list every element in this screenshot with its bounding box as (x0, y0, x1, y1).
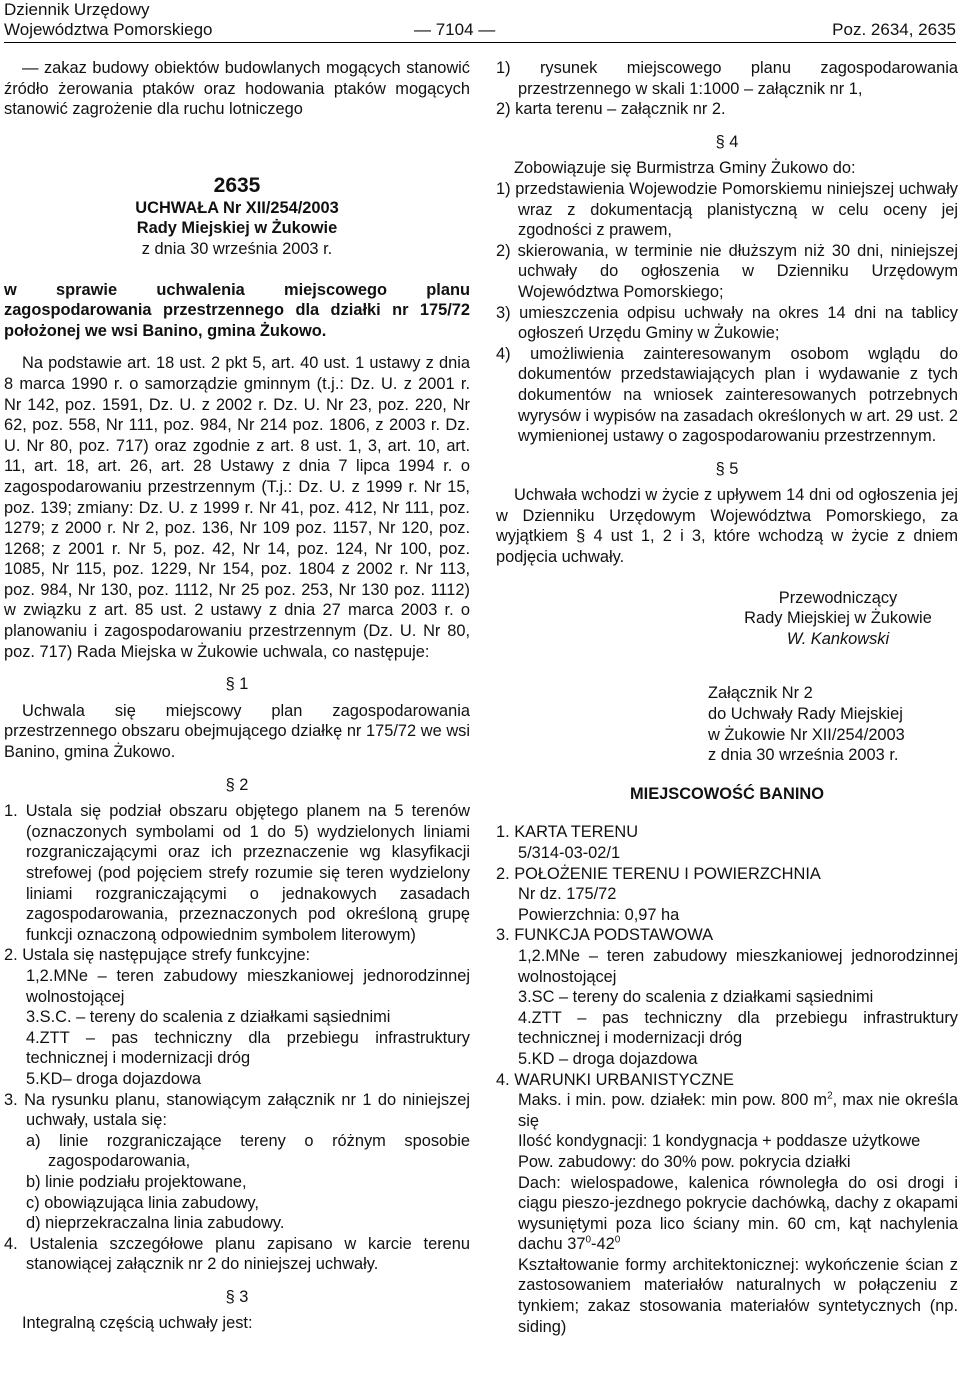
item-1-value: 5/314-03-02/1 (518, 844, 621, 862)
intro-paragraph: — zakaz budowy obiektów budowlanych mogących stanowić źródło żerowania ptaków oraz hodowania ptaków mogących stanowić zagrożenie dla ruchu lotniczego (4, 59, 470, 119)
section-3-heading: § 3 (225, 1287, 249, 1306)
item-2-area: Powierzchnia: 0,97 ha (518, 905, 680, 924)
plot-size-condition (496, 1090, 958, 1131)
section-4-intro: Zobowiązuje się Burmistrza Gminy Żukowo do: (514, 159, 856, 178)
position-number: Poz. 2634, 2635 (832, 20, 956, 39)
function-5-kd: 5.KD – droga dojazdowa (518, 1049, 698, 1068)
item-2-parcel: Nr dz. 175/72 (518, 885, 617, 904)
section-2-heading: § 2 (225, 775, 249, 794)
section-2-point-4: 4. Ustalenia szczegółowe planu zapisano w karcie terenu stanowiącej załącznik nr 2 do niniejszej uchwały. (4, 1234, 470, 1274)
page-header (4, 0, 956, 43)
act-number: 2635 (213, 173, 261, 197)
item-2-heading: 2. POŁOŻENIE TERENU I POWIERZCHNIA (496, 864, 821, 883)
item-1-heading: 1. KARTA TERENU (496, 823, 639, 842)
function-3-sc: 3.SC – tereny do scalenia z działkami sąsiednimi (518, 988, 874, 1007)
right-column (496, 58, 958, 1337)
roof-text: Dach: wielospadowe, kalenica równoległa do osi drogi i ciągu pieszo-jezdnego pokrycie dachówką, dachy z okapami wysuniętymi poza lico ściany min. 60 cm, kąt nachylenia dachu 37 (518, 1173, 958, 1254)
item-4-heading: 4. WARUNKI URBANISTYCZNE (496, 1070, 734, 1089)
attachment-2: 2) karta terenu – załącznik nr 2. (496, 100, 726, 119)
section-4-point-2: 2) skierowania, w terminie nie dłuższym niż 30 dni, niniejszej uchwały do ogłoszenia w Dzienniku Urzędowym Województwa Pomorskiego; (496, 241, 958, 301)
section-4-point-3: 3) umieszczenia odpisu uchwały na okres 14 dni na tablicy ogłoszeń Urzędu Gminy w Żukowie; (496, 303, 958, 343)
function-4-ztt: 4.ZTT – pas techniczny dla przebiegu infrastruktury technicznej i modernizacji dróg (518, 1008, 958, 1048)
act-title: UCHWAŁA Nr XII/254/2003 (135, 198, 339, 217)
section-1-text: Uchwala się miejscowy plan zagospodarowania przestrzennego obszaru obejmującego działkę nr 175/72 we wsi Banino, gmina Żukowo. (4, 701, 470, 762)
section-1-heading: § 1 (225, 675, 249, 694)
zone-4-ztt: 4.ZTT – pas techniczny dla przebiegu infrastruktury technicznej i modernizacji dróg (26, 1028, 470, 1068)
point-3c: c) obowiązująca linia zabudowy, (26, 1193, 259, 1212)
zone-3-sc: 3.S.C. – tereny do scalenia z działkami sąsiednimi (26, 1008, 391, 1027)
act-council: Rady Miejskiej w Żukowie (136, 219, 338, 238)
page-number: — 7104 — (414, 20, 496, 39)
annex-title: Załącznik Nr 2 (708, 684, 813, 703)
point-3b: b) linie podziału projektowane, (26, 1172, 247, 1191)
locality-title: MIEJSCOWOŚĆ BANINO (630, 784, 824, 803)
annex-line4: z dnia 30 września 2003 r. (708, 746, 899, 765)
item-3-heading: 3. FUNKCJA PODSTAWOWA (496, 926, 714, 945)
preamble: Na podstawie art. 18 ust. 2 pkt 5, art. 40 ust. 1 ustawy z dnia 8 marca 1990 r. o samorządzie gminnym (t.j.: Dz. U. z 2001 r. Nr 142, poz. 1591, Dz. U. z 2002 r. Dz. U. Nr 23, poz. 220, Nr 62, poz. 558, Nr 111, poz. 984, Nr 214 poz. 1806, z 2003 r. Dz. U. Nr 80, poz. 717) oraz zgodnie z art. 8 ust. 1, 3, art. 10, art. 11, art. 18, art. 26, art. 28 Ustawy z dnia 7 lipca 1994 r. o zagospodarowaniu przestrzennym (T.j.: Dz. U. z 1999 r. Nr 15, poz. 139; zmiany: Dz. U. z 1999 r. Nr 41, poz. 412, Nr 111, poz. 1279; z 2000 r. Nr 2, poz. 136, Nr 109 poz. 1157, Nr 120, poz. 1268; z 2001 r. Nr 5, poz. 42, Nr 14, poz. 124, Nr 100, poz. 1085, Nr 115, poz. 1229, Nr 154, poz. 1804 z 2002 r. Nr 113, poz. 984, Nr 130, poz. 1112, Nr 25 poz. 253, Nr 130 poz. 1112) w związku z art. 85 ust. 2 ustawy z dnia 27 marca 2003 r. o planowaniu i zagospodarowaniu przestrzennym (Dz. U. Nr 80, poz. 717) Rada Miejska w Żukowie uchwala, co następuje: (4, 354, 470, 661)
point-3a: a) linie rozgraniczające tereny o różnym sposobie zagospodarowania, (26, 1131, 470, 1171)
annex-line3: w Żukowie Nr XII/254/2003 (708, 725, 905, 744)
storeys-condition: Ilość kondygnacji: 1 kondygnacja + poddasze użytkowe (518, 1132, 921, 1151)
point-3d: d) nieprzekraczalna linia zabudowy. (26, 1214, 285, 1233)
section-4-point-4: 4) umożliwienia zainteresowanym osobom wglądu do dokumentów przedstawiających plan i wydawanie z tych dokumentów na wniosek zainteresowanych potrzebnych wyrysów i wypisów na zasadach określonych w art. 29 ust. 2 wymienionej ustawy o zagospodarowaniu przestrzennym. (496, 344, 958, 446)
signature-role: Przewodniczący (778, 588, 898, 607)
journal-title-line2: Województwa Pomorskiego (4, 20, 213, 39)
act-date: z dnia 30 września 2003 r. (141, 239, 333, 258)
architecture-condition: Kształtowanie formy architektonicznej: wykończenie ścian z zastosowaniem materiałów naturalnych w połączeniu z tynkiem; zakaz stosowania materiałów syntetycznych (np. siding) (518, 1255, 958, 1336)
left-column (4, 58, 470, 1334)
signature-name: W. Kankowski (786, 629, 890, 648)
plot-size-sup: 2 (827, 1090, 833, 1102)
section-2-point-1: 1. Ustala się podział obszaru objętego planem na 5 terenów (oznaczonych symbolami od 1 do 5) wydzielonych liniami rozgraniczającymi oraz ich przeznaczenie wg klasyfikacji strefowej (pod pojęciem strefy rozumie się teren wydzielony liniami rozgraniczającymi o jednakowych zasadach zagospodarowania, przeznaczonych pod określoną grupę funkcji oznaczoną odpowiednim symbolem literowym) (4, 802, 470, 944)
section-3-text: Integralną częścią uchwały jest: (22, 1314, 253, 1333)
roof-sup-1: 0 (585, 1234, 592, 1246)
section-4-heading: § 4 (715, 132, 739, 151)
journal-title-line1: Dziennik Urzędowy (4, 0, 150, 19)
section-4-point-1: 1) przedstawienia Wojewodzie Pomorskiemu niniejszej uchwały wraz z dokumentacją planistyczną w celu oceny jej zgodności z prawem, (496, 179, 958, 240)
act-subject: w sprawie uchwalenia miejscowego planu zagospodarowania przestrzennego dla działki nr 175/72 położonej we wsi Banino, gmina Żukowo. (4, 280, 470, 340)
attachment-1: 1) rysunek miejscowego planu zagospodarowania przestrzennego w skali 1:1000 – załącznik nr 1, (496, 59, 958, 98)
section-2-point-3: 3. Na rysunku planu, stanowiącym załącznik nr 1 do niniejszej uchwały, ustala się: (4, 1090, 470, 1130)
section-5-text: Uchwała wchodzi w życie z upływem 14 dni od ogłoszenia jej w Dzienniku Urzędowym Województwa Pomorskiego, za wyjątkiem § 4 ust 1, 2 i 3, które wchodzą w życie z dniem podjęcia uchwały. (496, 486, 958, 567)
section-5-heading: § 5 (715, 459, 739, 478)
signature-council: Rady Miejskiej w Żukowie (744, 609, 932, 628)
roof-condition (496, 1173, 958, 1255)
plot-size-text-end: , max nie określa się (518, 1091, 959, 1130)
journal-title (4, 0, 213, 40)
zone-5-kd: 5.KD– droga dojazdowa (26, 1069, 201, 1088)
function-1-2-mne: 1,2.MNe – teren zabudowy mieszkaniowej jednorodzinnej wolnostojącej (518, 946, 958, 986)
zone-1-2-mne: 1,2.MNe – teren zabudowy mieszkaniowej jednorodzinnej wolnostojącej (26, 966, 470, 1006)
roof-sup-2: 0 (614, 1234, 621, 1246)
plot-size-text: Maks. i min. pow. działek: min pow. 800 m (518, 1091, 828, 1110)
coverage-condition: Pow. zabudowy: do 30% pow. pokrycia działki (518, 1152, 851, 1171)
annex-line2: do Uchwały Rady Miejskiej (708, 705, 903, 724)
roof-text-mid: -42 (591, 1235, 615, 1254)
section-2-point-2: 2. Ustala się następujące strefy funkcyjne: (4, 946, 311, 965)
